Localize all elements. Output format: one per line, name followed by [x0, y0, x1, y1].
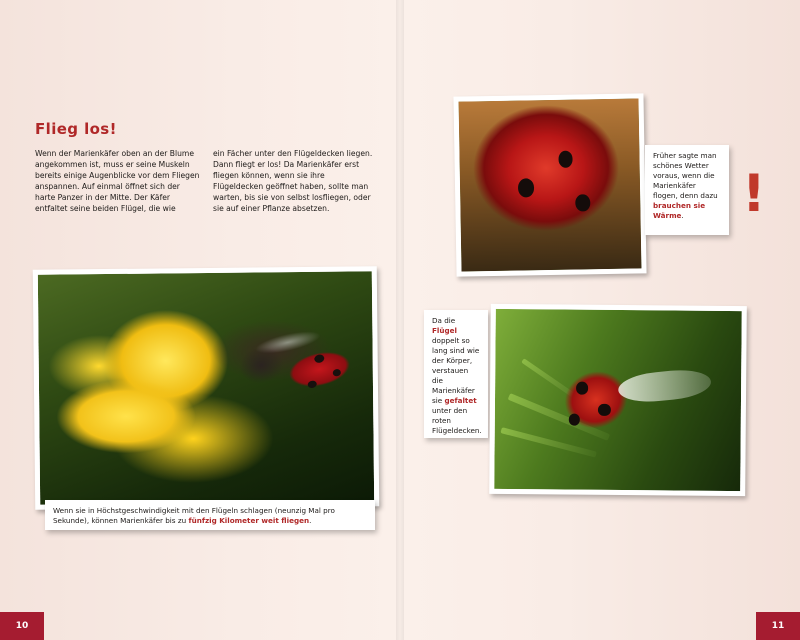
- caption-highlight: brauchen sie Wärme: [653, 201, 706, 220]
- ladybird-wing: [617, 367, 713, 405]
- page-number-right: 11: [756, 612, 800, 640]
- caption-text-before: Früher sagte man schönes Wetter voraus, wenn die Marienkäfer flogen, denn dazu: [653, 151, 718, 200]
- caption-highlight-2: gefaltet: [444, 396, 477, 405]
- book-gutter: [396, 0, 404, 640]
- caption-text-after: .: [309, 516, 312, 525]
- caption-part-3: unter den roten Flügeldecken.: [432, 406, 482, 435]
- caption-highlight: fünfzig Kilometer weit fliegen: [188, 516, 310, 525]
- flying-photo-artwork: [494, 309, 742, 491]
- page-number-left: 10: [0, 612, 44, 640]
- exclamation-mark: !: [742, 164, 766, 224]
- closeup-photo-artwork: [459, 98, 642, 271]
- caption-text-after: .: [681, 211, 684, 220]
- caption-top-right: [645, 145, 729, 235]
- caption-mid-right: [424, 310, 488, 438]
- ladybird-on-flower-photo: [33, 266, 379, 510]
- caption-part-2: doppelt so lang sind wie der Körper, verstauen die Marienkäfer sie: [432, 336, 480, 405]
- caption-part-1: Da die: [432, 316, 456, 325]
- caption-bottom-left: [45, 500, 375, 530]
- caption-text-before: Wenn sie in Höchstgeschwindigkeit mit den Flügeln schlagen (neunzig Mal pro Sekunde), können Marienkäfer bis zu: [53, 506, 335, 525]
- ladybird-closeup-photo: [453, 93, 646, 276]
- ladybird-flying-photo: [489, 304, 747, 496]
- body-column-2: ein Fächer unter den Flügeldecken liegen. Dann fliegt er los! Da Marienkäfer erst fliegen können, wenn sie ihre Flügeldecken geöffnet haben, sollte man warten, bis sie von selbst losfliegen, oder sie auf einer Pflanze absetzen.: [213, 149, 373, 213]
- ladybird-figure: [204, 308, 367, 430]
- caption-highlight-1: Flügel: [432, 326, 457, 335]
- ladybird-body: [550, 354, 642, 445]
- body-column-1: Wenn der Marienkäfer oben an der Blume angekommen ist, muss er seine Muskeln bereits einige Augenblicke vor dem Fliegen anspannen. Auf einmal öffnet sich der harte Panzer in der Mitte. Der Käfer entfaltet seine beiden Flügel, die wie: [35, 149, 200, 213]
- flower-photo-artwork: [38, 271, 374, 504]
- page-title: Flieg los!: [35, 120, 117, 138]
